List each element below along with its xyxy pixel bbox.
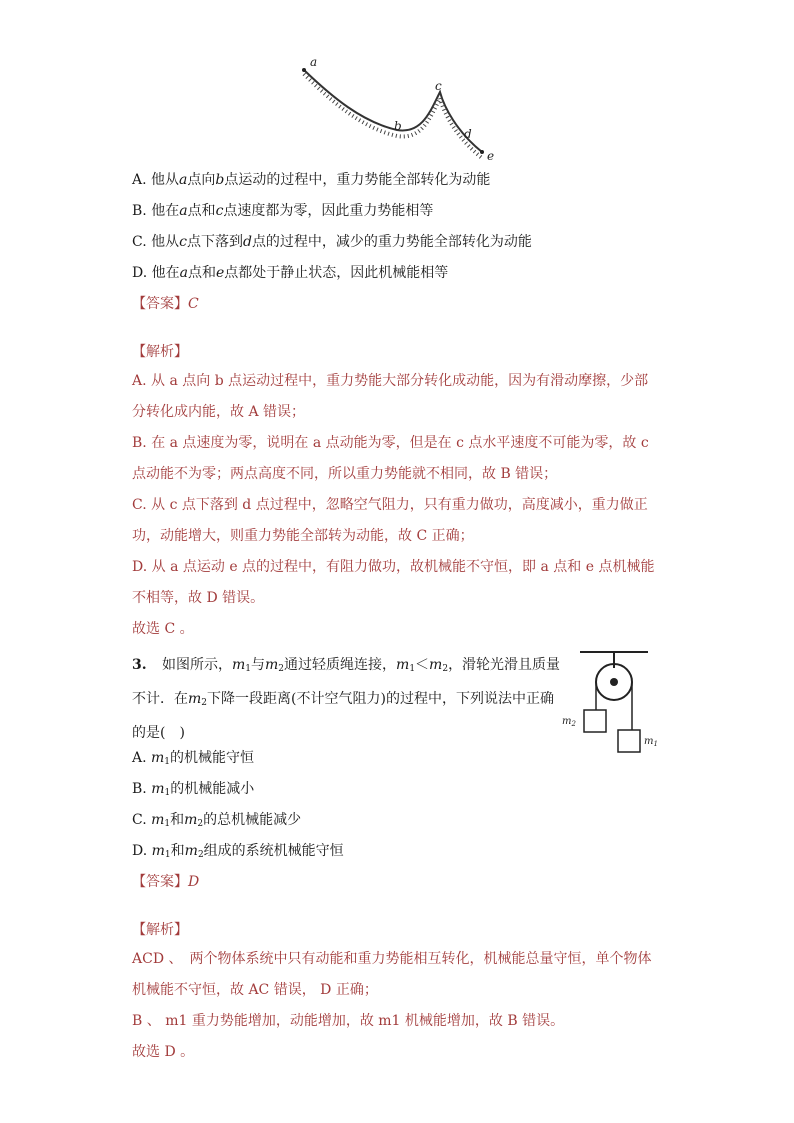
q2-analysis-c: C. 从 c 点下落到 d 点过程中，忽略空气阻力，只有重力做功，高度减小，重力做正功，动能增大，则重力势能全部转为动能，故 C 正确； bbox=[132, 497, 648, 544]
q3-option-c: C. $m_1$和$m_2$的总机械能减少 bbox=[132, 812, 302, 829]
q3-analysis-2: B 、 m1 重力势能增加，动能增加，故 m1 机械能增加，故 B 错误。 bbox=[132, 1013, 565, 1029]
label-e: e bbox=[487, 149, 495, 163]
q3-analysis-label: 【解析】 bbox=[132, 922, 188, 938]
pulley-figure bbox=[558, 648, 668, 758]
q2-conclusion: 故选 C 。 bbox=[132, 621, 194, 637]
q2-analysis-b: B. 在 a 点速度为零，说明在 a 点动能为零，但是在 c 点水平速度不可能为零，故 c 点动能不为零；两点高度不同，所以重力势能就不相同，故 B 错误； bbox=[132, 435, 649, 482]
q3-option-b: B. $m_1$的机械能减小 bbox=[132, 781, 255, 798]
q3-stem: 3. 如图所示，$m_1$与$m_2$通过轻质绳连接，$m_1<m_2$，滑轮光滑且质量不计．在$m_2$下降一段距离(不计空气阻力)的过程中，下列说法中正确的是( ) bbox=[132, 657, 561, 741]
q2-analysis-label: 【解析】 bbox=[132, 344, 188, 360]
q3-option-a: A. $m_1$的机械能守恒 bbox=[132, 750, 255, 767]
q2-analysis-a: A. 从 a 点向 b 点运动过程中，重力势能大部分转化成动能，因为有滑动摩擦，少部分转化成内能，故 A 错误； bbox=[132, 373, 649, 420]
label-m1: $m_1$ bbox=[644, 736, 658, 748]
q2-analysis-d: D. 从 a 点运动 e 点的过程中，有阻力做功，故机械能不守恒，即 a 点和 e 点机械能不相等，故 D 错误。 bbox=[132, 559, 655, 606]
q3-conclusion: 故选 D 。 bbox=[132, 1044, 195, 1060]
q3-analysis-1: ACD 、 两个物体系统中只有动能和重力势能相互转化，机械能总量守恒，单个物体机械能不守恒，故 AC 错误， D 正确； bbox=[132, 951, 652, 998]
label-m2: $m_2$ bbox=[562, 716, 576, 728]
label-d: d bbox=[464, 127, 472, 141]
q2-option-d: D. 他在a点和e点都处于静止状态，因此机械能相等 bbox=[132, 265, 449, 281]
q3-answer: 【答案】D bbox=[132, 874, 200, 890]
track-figure bbox=[292, 52, 502, 167]
q3-option-d: D. $m_1$和$m_2$组成的系统机械能守恒 bbox=[132, 843, 344, 860]
label-c: c bbox=[435, 79, 442, 93]
label-a: a bbox=[310, 55, 318, 69]
q2-option-c: C. 他从c点下落到d点的过程中，减少的重力势能全部转化为动能 bbox=[132, 234, 532, 250]
q2-option-a: A. 他从a点向b点运动的过程中，重力势能全部转化为动能 bbox=[132, 172, 491, 188]
q2-answer: 【答案】C bbox=[132, 296, 199, 312]
q2-option-b: B. 他在a点和c点速度都为零，因此重力势能相等 bbox=[132, 203, 434, 219]
label-b: b bbox=[394, 119, 402, 133]
